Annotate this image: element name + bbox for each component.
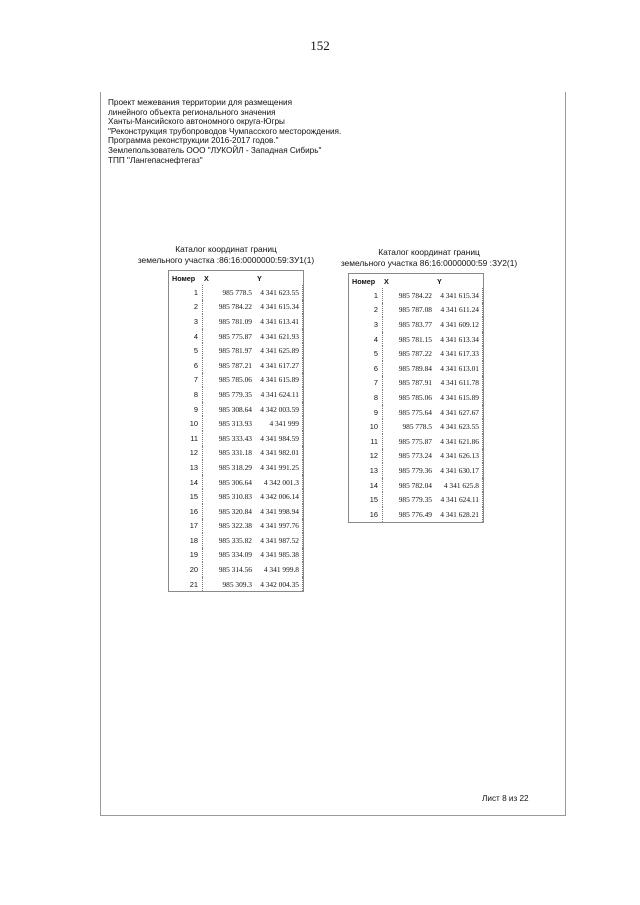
coord-y: 4 341 609.12 [435, 317, 483, 332]
point-number: 20 [169, 562, 203, 577]
table-row [169, 577, 303, 592]
coord-x: 985 773.24 [398, 451, 432, 461]
catalog-left-title [126, 244, 326, 265]
coord-y: 4 341 991.25 [255, 460, 303, 475]
point-number: 7 [349, 376, 383, 391]
coord-y: 4 341 985.38 [255, 548, 303, 563]
table-row [349, 463, 483, 478]
point-number: 4 [169, 329, 203, 344]
coord-y: 4 341 625.89 [255, 343, 303, 358]
sheet-label: Лист 8 из 22 [482, 794, 529, 803]
coord-x: 985 309.3 [222, 579, 252, 589]
point-number: 8 [349, 390, 383, 405]
coord-y: 4 341 624.11 [435, 492, 483, 507]
coord-y: 4 341 630.17 [435, 463, 483, 478]
point-number: 7 [169, 373, 203, 388]
point-number: 15 [349, 492, 383, 507]
coord-x: 985 775.87 [398, 436, 432, 446]
coord-y: 4 341 984.59 [255, 431, 303, 446]
table-row [169, 373, 303, 388]
catalog-right-title-line1: Каталог координат границ [378, 247, 480, 257]
coord-y: 4 341 615.34 [255, 300, 303, 315]
coord-y: 4 341 621.93 [255, 329, 303, 344]
coord-x: 985 314.56 [218, 565, 252, 575]
coord-y: 4 341 613.01 [435, 361, 483, 376]
header-num: Номер [172, 273, 196, 283]
point-number: 15 [169, 489, 203, 504]
table-row [169, 460, 303, 475]
point-number: 8 [169, 387, 203, 402]
coord-x: 985 781.15 [398, 334, 432, 344]
table-row [169, 519, 303, 534]
coord-x: 985 789.84 [398, 363, 432, 373]
table-row [349, 449, 483, 464]
coord-y: 4 341 613.34 [435, 332, 483, 347]
header-x: X [204, 273, 209, 283]
table-row [169, 475, 303, 490]
table-row [349, 332, 483, 347]
coord-x: 985 331.18 [218, 448, 252, 458]
coord-y: 4 341 623.55 [255, 285, 303, 300]
point-number: 1 [169, 285, 203, 300]
coord-x: 985 785.06 [218, 375, 252, 385]
point-number: 16 [169, 504, 203, 519]
coord-y: 4 342 006.14 [255, 489, 303, 504]
coord-x: 985 333.43 [218, 433, 252, 443]
table-row [169, 562, 303, 577]
coord-x: 985 320.84 [218, 506, 252, 516]
coord-x: 985 775.64 [398, 407, 432, 417]
coord-y: 4 341 617.27 [255, 358, 303, 373]
coord-x: 985 787.22 [398, 349, 432, 359]
table-row [169, 489, 303, 504]
coord-y: 4 341 613.41 [255, 314, 303, 329]
table-row [169, 329, 303, 344]
header-num: Номер [352, 276, 376, 286]
catalog-left-title-line1: Каталог координат границ [175, 244, 277, 254]
point-number: 13 [169, 460, 203, 475]
header-line: Ханты-Мансийского автономного округа-Югры [108, 117, 285, 127]
point-number: 19 [169, 548, 203, 563]
coord-y: 4 341 628.21 [435, 507, 483, 522]
coord-y: 4 342 003.59 [255, 402, 303, 417]
coord-x: 985 787.21 [218, 360, 252, 370]
table-row [169, 548, 303, 563]
project-header [108, 98, 408, 165]
point-number: 18 [169, 533, 203, 548]
coord-x: 985 784.22 [398, 290, 432, 300]
coord-y: 4 341 999.8 [255, 562, 303, 577]
coord-y: 4 341 626.13 [435, 449, 483, 464]
coord-x: 985 306.64 [218, 477, 252, 487]
table-row [169, 314, 303, 329]
table-body [349, 288, 483, 522]
table-body [169, 285, 303, 591]
point-number: 6 [169, 358, 203, 373]
table-row [349, 492, 483, 507]
coord-x: 985 778.5 [222, 287, 252, 297]
table-row [169, 387, 303, 402]
table-row [349, 303, 483, 318]
catalog-right-table [348, 273, 484, 523]
point-number: 10 [349, 419, 383, 434]
coord-y: 4 341 997.76 [255, 519, 303, 534]
table-row [169, 446, 303, 461]
coord-x: 985 781.97 [218, 346, 252, 356]
coord-y: 4 341 617.33 [435, 346, 483, 361]
coord-x: 985 779.35 [398, 495, 432, 505]
coord-x: 985 779.36 [398, 465, 432, 475]
coord-x: 985 784.22 [218, 302, 252, 312]
table-row [349, 405, 483, 420]
coord-y: 4 341 623.55 [435, 419, 483, 434]
table-row [169, 533, 303, 548]
header-line: "Реконструкция трубопроводов Чумпасского месторождения. [108, 126, 342, 136]
coord-y: 4 341 615.34 [435, 288, 483, 303]
table-row [169, 300, 303, 315]
table-row [169, 431, 303, 446]
coord-y: 4 341 625.8 [435, 478, 483, 493]
table-header [169, 271, 303, 285]
coord-y: 4 342 004.35 [255, 577, 303, 592]
table-header [349, 274, 483, 288]
coord-x: 985 778.5 [402, 422, 432, 432]
coord-y: 4 342 001.3 [255, 475, 303, 490]
coord-y: 4 341 615.89 [435, 390, 483, 405]
table-row [349, 390, 483, 405]
coord-y: 4 341 621.86 [435, 434, 483, 449]
table-row [169, 416, 303, 431]
header-line: Землепользователь ООО "ЛУКОЙЛ - Западная Сибирь" [108, 145, 322, 155]
header-line: ТПП "Лангепаснефтегаз" [108, 155, 203, 165]
header-line: Программа реконструкции 2016-2017 годов." [108, 136, 279, 146]
point-number: 11 [169, 431, 203, 446]
coord-x: 985 318.29 [218, 462, 252, 472]
coord-x: 985 783.77 [398, 319, 432, 329]
table-row [349, 317, 483, 332]
point-number: 3 [169, 314, 203, 329]
catalog-left-table [168, 270, 304, 592]
table-row [169, 358, 303, 373]
catalog-right-title-line2: земельного участка 86:16:0000000:59 :ЗУ2(1) [340, 257, 518, 268]
coord-y: 4 341 987.52 [255, 533, 303, 548]
point-number: 6 [349, 361, 383, 376]
coord-y: 4 341 615.89 [255, 373, 303, 388]
coord-x: 985 782.04 [398, 480, 432, 490]
page-number: 152 [310, 38, 330, 53]
header-line: линейного объекта регионального значения [108, 107, 276, 117]
table-row [349, 419, 483, 434]
coord-x: 985 785.06 [398, 392, 432, 402]
catalog-left-title-line2: земельного участка :86:16:0000000:59:ЗУ1(1) [137, 254, 315, 265]
coord-y: 4 341 999 [255, 416, 303, 431]
coord-x: 985 308.64 [218, 404, 252, 414]
coord-x: 985 776.49 [398, 509, 432, 519]
point-number: 9 [169, 402, 203, 417]
coord-y: 4 341 982.01 [255, 446, 303, 461]
point-number: 9 [349, 405, 383, 420]
coord-x: 985 787.08 [398, 305, 432, 315]
table-row [349, 507, 483, 522]
table-row [349, 346, 483, 361]
coord-y: 4 341 611.78 [435, 376, 483, 391]
point-number: 14 [169, 475, 203, 490]
coord-y: 4 341 998.94 [255, 504, 303, 519]
coord-x: 985 779.35 [218, 389, 252, 399]
header-line: Проект межевания территории для размещения [108, 98, 292, 107]
coord-y: 4 341 611.24 [435, 303, 483, 318]
header-y: Y [257, 273, 262, 283]
coord-x: 985 334.09 [218, 550, 252, 560]
header-y: Y [437, 276, 442, 286]
coord-x: 985 781.09 [218, 316, 252, 326]
table-row [169, 343, 303, 358]
table-row [169, 402, 303, 417]
coord-x: 985 787.91 [398, 378, 432, 388]
table-row [349, 288, 483, 303]
table-row [169, 285, 303, 300]
coord-y: 4 341 624.11 [255, 387, 303, 402]
catalog-right-title [326, 247, 532, 268]
point-number: 5 [169, 343, 203, 358]
point-number: 17 [169, 519, 203, 534]
coord-x: 985 335.82 [218, 535, 252, 545]
coord-x: 985 322.38 [218, 521, 252, 531]
point-number: 12 [169, 446, 203, 461]
table-row [349, 478, 483, 493]
point-number: 11 [349, 434, 383, 449]
point-number: 13 [349, 463, 383, 478]
point-number: 4 [349, 332, 383, 347]
table-row [169, 504, 303, 519]
header-x: X [384, 276, 389, 286]
point-number: 2 [349, 303, 383, 318]
point-number: 10 [169, 416, 203, 431]
table-row [349, 361, 483, 376]
coord-x: 985 310.83 [218, 492, 252, 502]
coord-x: 985 775.87 [218, 331, 252, 341]
point-number: 1 [349, 288, 383, 303]
table-row [349, 376, 483, 391]
point-number: 5 [349, 346, 383, 361]
point-number: 3 [349, 317, 383, 332]
point-number: 16 [349, 507, 383, 522]
point-number: 12 [349, 449, 383, 464]
point-number: 14 [349, 478, 383, 493]
table-row [349, 434, 483, 449]
coord-x: 985 313.93 [218, 419, 252, 429]
point-number: 21 [169, 577, 203, 592]
point-number: 2 [169, 300, 203, 315]
coord-y: 4 341 627.67 [435, 405, 483, 420]
